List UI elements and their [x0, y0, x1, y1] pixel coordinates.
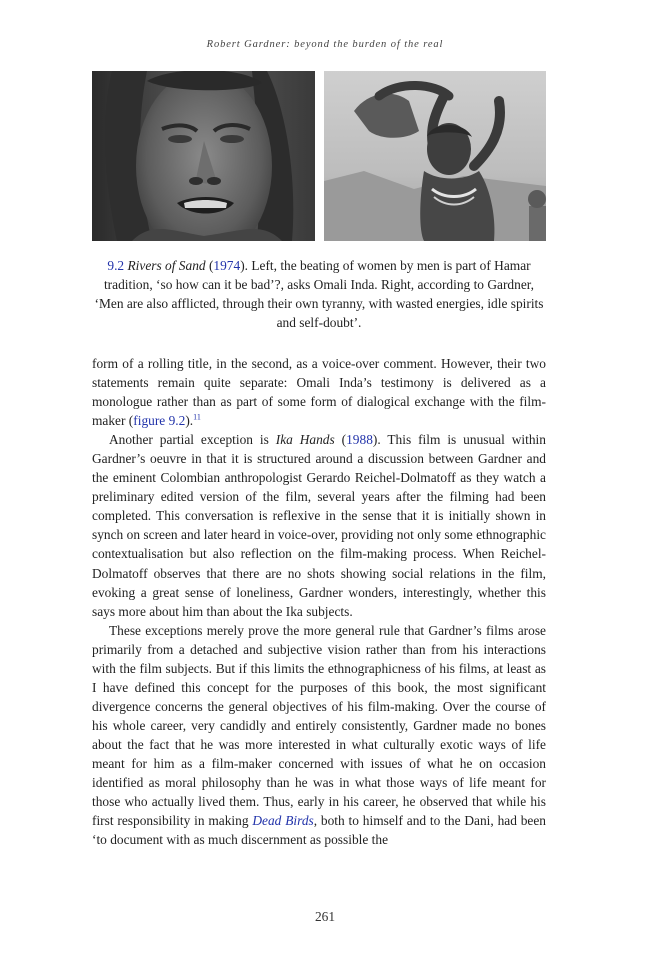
- paragraph-1: [92, 354, 546, 430]
- figure-film-title: Rivers of Sand: [127, 258, 206, 273]
- running-head: Robert Gardner: beyond the burden of the real: [206, 39, 444, 50]
- paragraph-1-end: ).: [185, 413, 194, 429]
- caption-text: ). Left, the beating of women by men is part of Hamar tradition, ‘so how can it be bad’?, asks Omali Inda. Right, according to Gardner, ‘Men are also afflicted, through their own tyranny, with wasted energies, idle spirits and self-doubt’.: [94, 258, 544, 330]
- photo-woman-portrait: [92, 71, 315, 241]
- paragraph-2-start: Another partial exception is: [109, 432, 276, 448]
- paragraph-2-text: ). This film is unusual within Gardner’s oeuvre in that it is structured around a discussion between Gardner and the eminent Colombian anthropologist Gerardo Reichel-Dolmatoff as they watch a preliminary edited version of the film, several years after the filming had been completed. This conversation is reflexive in the sense that it is initially shown in synch on screen and later heard in voice-over, providing not only some ethnographic contextualisation but also reflection on the film-making process. When Reichel-Dolmatoff observes that there are no shots showing social relations in the film, evoking a great sense of loneliness, Gardner wonders, interestingly, whether this says more about him than about the Ika subjects.: [92, 432, 546, 619]
- caption-open-paren: (: [205, 258, 214, 273]
- film-title-ika-hands: Ika Hands: [275, 432, 335, 448]
- body-text: [92, 354, 546, 849]
- figure-reference-link[interactable]: figure 9.2: [133, 413, 186, 429]
- paragraph-2: [92, 430, 546, 620]
- paragraph-1-text: form of a rolling title, in the second, as a voice-over comment. However, their two statements remain quite separate: Omali Inda’s testimony is delivered as a monologue rather than as part of some form of dialogical exchange with the film-maker (: [92, 356, 546, 429]
- footnote-marker[interactable]: 11: [193, 412, 201, 422]
- figure-number[interactable]: 9.2: [107, 258, 125, 273]
- year-link-1988[interactable]: 1988: [346, 432, 373, 448]
- paragraph-3: [92, 621, 546, 850]
- figure-caption: [92, 256, 546, 332]
- film-title-dead-birds-link[interactable]: Dead Birds: [252, 813, 314, 829]
- figure-year-link[interactable]: 1974: [213, 258, 241, 273]
- page-number: 261: [314, 909, 336, 924]
- paragraph-2-open-paren: (: [334, 432, 347, 448]
- paragraph-3-text: These exceptions merely prove the more general rule that Gardner’s films arose primarily from a detached and subjective vision rather than from his interactions with the film subjects. But if this limits the ethnographicness of his films, at least as I have defined this concept for the purposes of this book, the most significant divergence concerns the general objectives of his film-making. Over the course of his whole career, very candidly and entirely consistently, Gardner made no bones about the fact that he was more interested in what culturally exotic ways of life meant for him as a film-maker concerned with issues of what he on occasion identified as moral philosophy than he was in what those ways of life meant for those who actually lived them. Thus, early in his career, he observed that while his first responsibility in making: [92, 622, 546, 829]
- photo-man-dancing: [324, 71, 546, 241]
- paragraph-3-end: , both to himself and to the Dani, had been ‘to document with as much discernment as possible the: [92, 813, 547, 848]
